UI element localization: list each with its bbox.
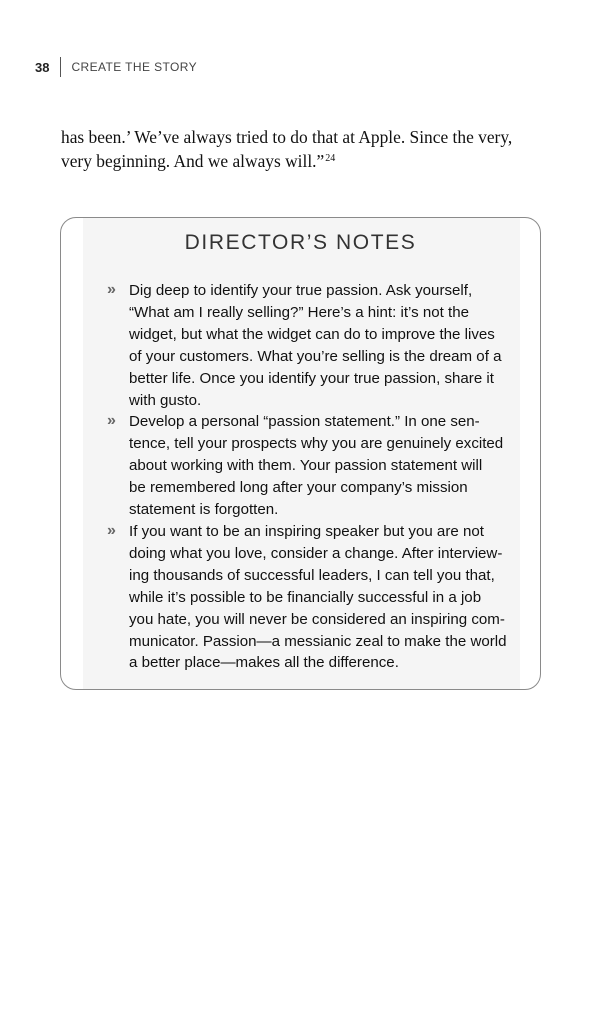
note-line: “What am I really selling?” Here’s a hint: it’s not the [129,303,470,321]
directors-notes-list [107,280,525,674]
directors-notes-box [60,217,541,690]
body-paragraph [61,125,553,173]
note-line: ing thousands of successful leaders, I can tell you that, [129,566,495,584]
footnote-reference: 24 [325,153,336,164]
note-line: municator. Passion—a messianic zeal to make the world [129,632,507,650]
note-line: about working with them. Your passion statement will [129,457,483,475]
note-line: of your customers. What you’re selling is the dream of a [129,347,502,365]
chapter-title: CREATE THE STORY [71,60,198,74]
running-head [35,56,197,78]
note-line: you hate, you will never be considered an inspiring com- [129,610,505,628]
body-line: very beginning. And we always will.” [61,151,325,171]
note-line: a better place—makes all the difference. [129,654,399,672]
page-number: 38 [35,59,50,75]
note-line: doing what you love, consider a change. After interview- [129,544,503,562]
directors-notes-title: DIRECTOR’S NOTES [184,231,417,254]
note-line: while it’s possible to be financially successful in a job [129,588,482,606]
note-line: with gusto. [129,391,202,409]
running-head-divider [60,57,61,77]
chevron-bullet-icon: » [107,521,116,539]
note-line: widget, but what the widget can do to improve the lives [129,325,495,343]
note-line: better life. Once you identify your true passion, share it [129,369,494,387]
note-item [107,411,525,521]
chevron-bullet-icon: » [107,412,116,430]
note-item [107,521,525,674]
note-line: Develop a personal “passion statement.” In one sen- [129,413,480,431]
body-line: has been.’ We’ve always tried to do that at Apple. Since the very, [61,127,513,147]
note-item [107,280,525,411]
note-line: statement is forgotten. [129,501,279,519]
chevron-bullet-icon: » [107,281,116,298]
note-line: be remembered long after your company’s mission [129,479,468,497]
note-line: If you want to be an inspiring speaker but you are not [129,522,484,540]
note-line: tence, tell your prospects why you are genuinely excited [129,435,504,453]
note-line: Dig deep to identify your true passion. Ask yourself, [129,282,473,299]
